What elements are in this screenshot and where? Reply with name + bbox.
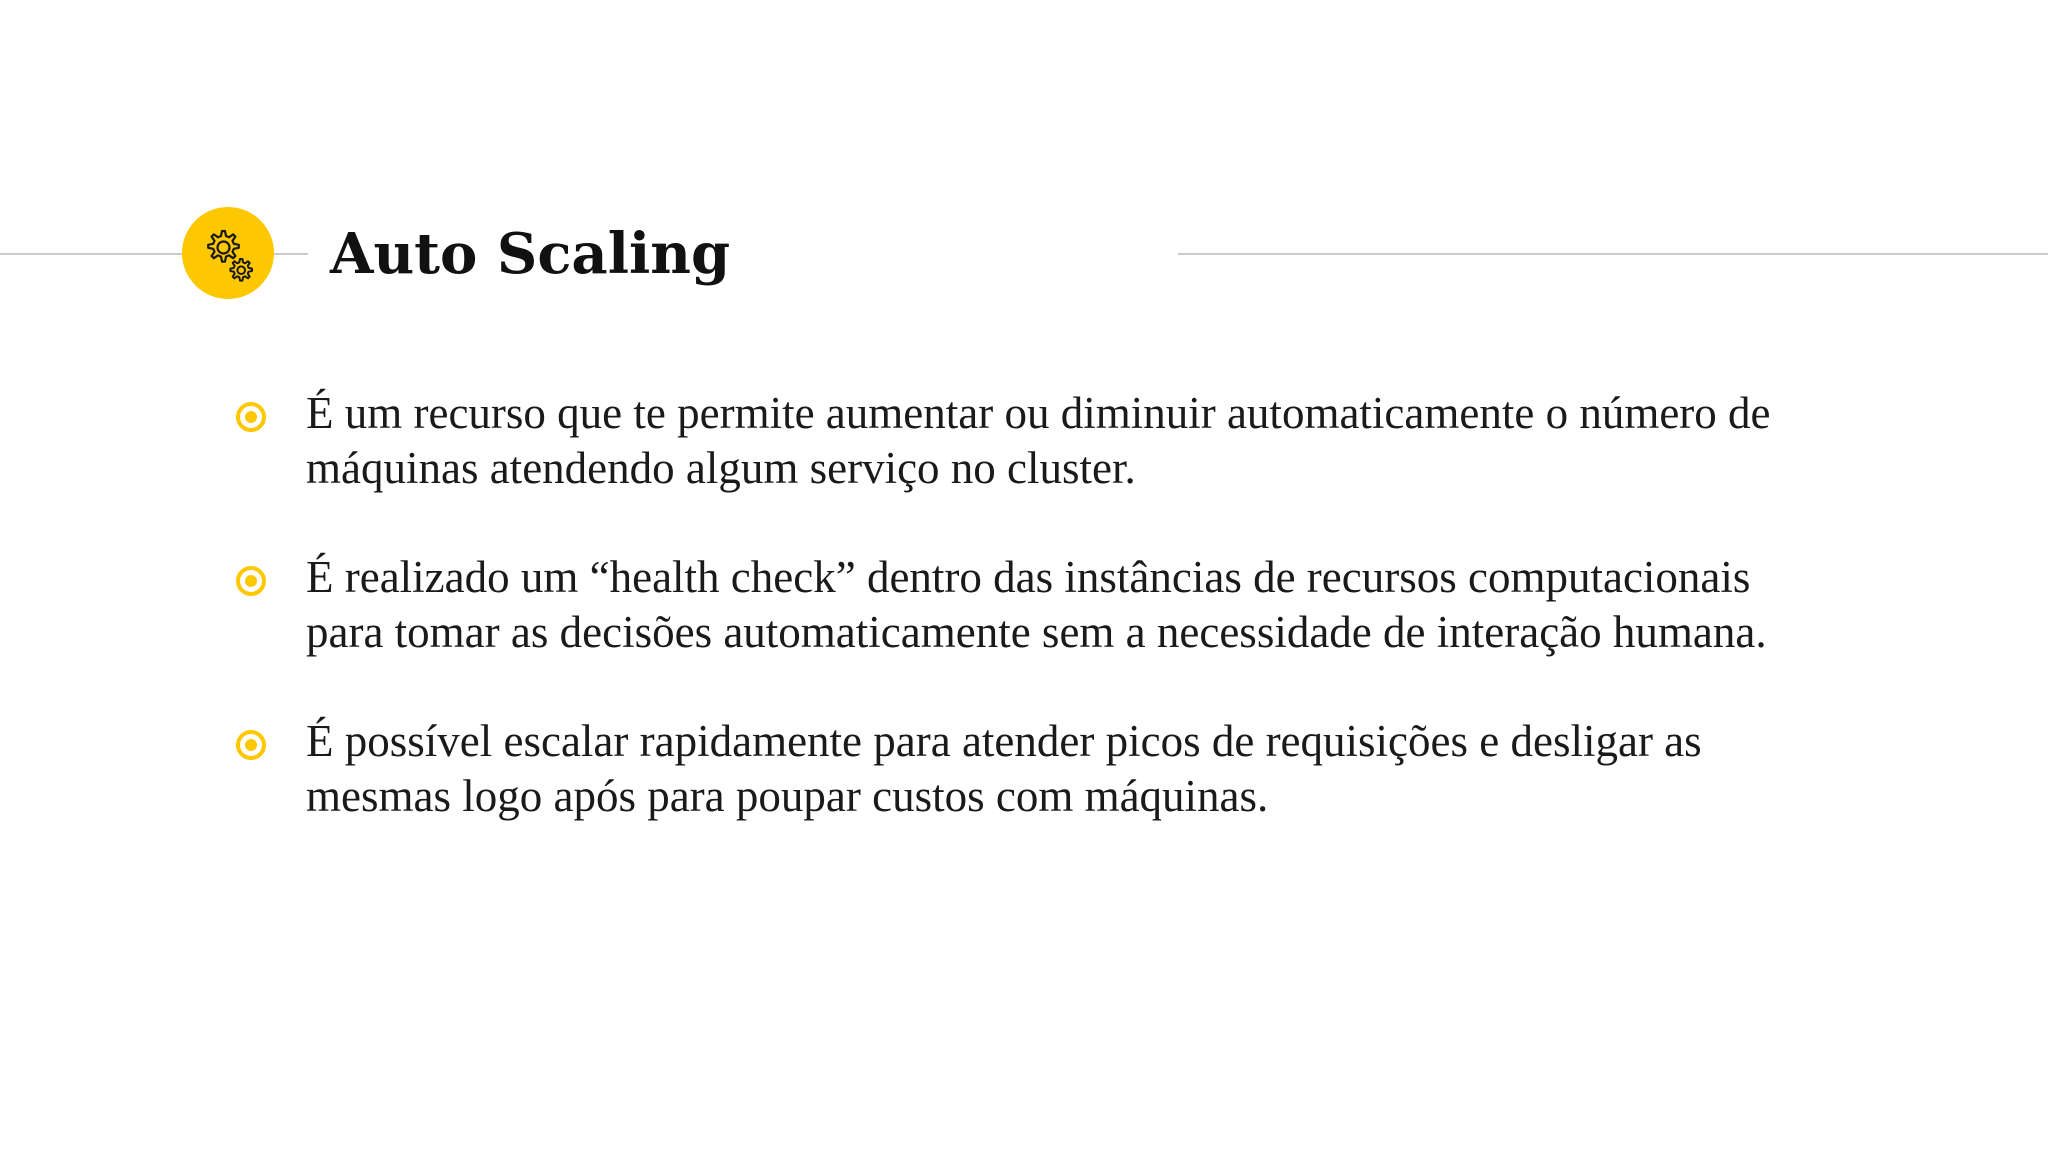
gears-icon (182, 207, 274, 299)
bullet-text: É possível escalar rapidamente para atender picos de requisições e desligar as mesmas logo após para poupar custos com máquinas. (306, 716, 1702, 821)
bullet-text: É realizado um “health check” dentro das instâncias de recursos computacionais para tomar as decisões automaticamente sem a necessidade de interação humana. (306, 552, 1767, 657)
bullet-text: É um recurso que te permite aumentar ou diminuir automaticamente o número de máquinas atendendo algum serviço no cluster. (306, 388, 1771, 493)
bullet-ring-icon (236, 566, 266, 596)
bullet-item-3 (230, 714, 1790, 824)
bullet-item-2 (230, 550, 1790, 660)
slide-title: Auto Scaling (330, 221, 731, 287)
bullet-item-1 (230, 386, 1790, 496)
bullet-ring-icon (236, 730, 266, 760)
gears-icon-graphic (192, 217, 264, 289)
title-rule-right (1178, 253, 2048, 255)
bullet-ring-icon (236, 402, 266, 432)
bullet-list (230, 386, 1790, 878)
